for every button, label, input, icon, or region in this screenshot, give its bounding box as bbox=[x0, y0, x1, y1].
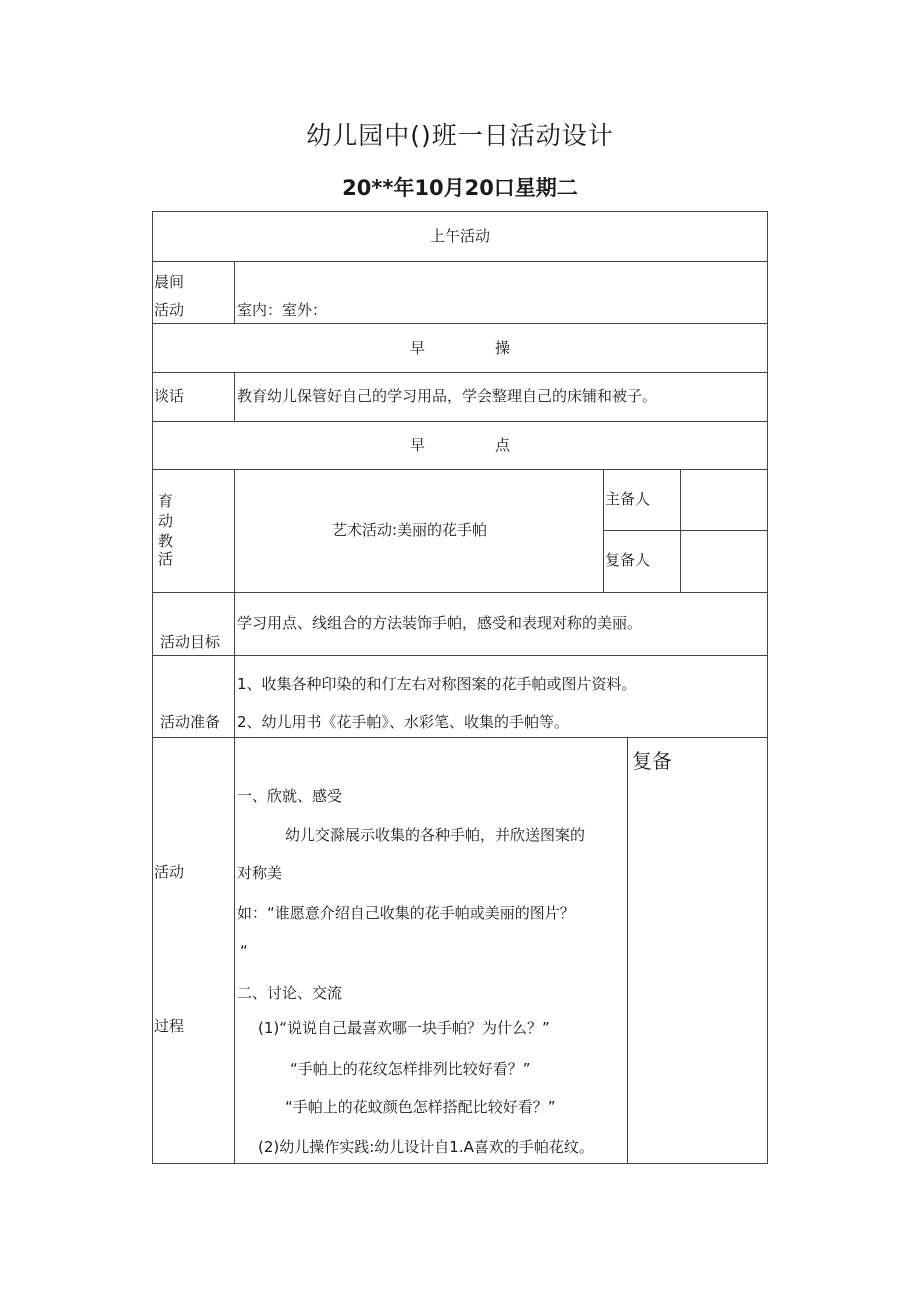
process-line: 对称美 bbox=[237, 864, 283, 882]
col-divider bbox=[767, 211, 768, 1164]
goal-label: 活动目标 bbox=[160, 633, 221, 651]
row-divider bbox=[152, 592, 768, 593]
preparation-line: 1、收集各种印染的和仃左右对称图案的花手帕或图片资料。 bbox=[237, 675, 637, 693]
morning-activity-content: 室内：室外： bbox=[237, 301, 328, 319]
education-label-char: 育 bbox=[158, 492, 174, 510]
snack-char-2: 点 bbox=[495, 436, 511, 454]
col-divider bbox=[152, 211, 153, 1164]
snack-char-1: 早 bbox=[410, 436, 426, 454]
page-title: 幼儿园中()班一日活动设计 bbox=[306, 121, 614, 150]
goal-content: 学习用点、线组合的方法装饰手帕，感受和表现对称的美丽。 bbox=[237, 614, 643, 632]
process-side-label: 复备 bbox=[632, 749, 672, 773]
col-divider bbox=[603, 469, 604, 593]
talk-label: 谈话 bbox=[154, 387, 185, 405]
row-divider bbox=[152, 211, 768, 212]
col-divider bbox=[680, 469, 681, 593]
row-divider bbox=[603, 530, 768, 531]
process-line: (1)“说说自己最喜欢哪一块手帕？为什么？” bbox=[258, 1019, 550, 1037]
process-label-2: 过程 bbox=[154, 1017, 185, 1035]
education-label-char: 教 bbox=[158, 532, 174, 550]
exercise-char-2: 操 bbox=[495, 339, 511, 357]
talk-content: 教育幼儿保管好自己的学习用品，学会整理自己的床铺和被子。 bbox=[237, 387, 658, 405]
co-preparer-label: 复备人 bbox=[605, 551, 651, 569]
row-divider bbox=[152, 421, 768, 422]
row-divider bbox=[152, 469, 768, 470]
main-preparer-label: 主备人 bbox=[605, 490, 651, 508]
col-divider bbox=[627, 737, 628, 1164]
row-divider bbox=[152, 1163, 768, 1164]
education-label-char: 活 bbox=[158, 550, 174, 568]
morning-activity-label-1: 晨间 bbox=[154, 273, 185, 291]
col-divider bbox=[234, 372, 235, 422]
row-divider bbox=[152, 261, 768, 262]
morning-header: 上午活动 bbox=[429, 227, 490, 245]
education-activity-name: 艺术活动:美丽的花手帕 bbox=[332, 521, 488, 539]
process-line: “手帕上的花蚊颜色怎样搭配比较好看？” bbox=[285, 1098, 556, 1116]
date-line: 20**年10月20口星期二 bbox=[342, 176, 578, 200]
row-divider bbox=[152, 655, 768, 656]
process-line: 一、欣就、感受 bbox=[237, 787, 343, 805]
process-line: 二、讨论、交流 bbox=[237, 984, 343, 1002]
preparation-label: 活动准备 bbox=[160, 713, 221, 731]
row-divider bbox=[152, 737, 768, 738]
education-label-char: 动 bbox=[158, 512, 174, 530]
process-line: “ bbox=[240, 942, 248, 960]
process-line: 幼儿交滁展示收集的各种手帕，并欣送图案的 bbox=[285, 826, 586, 844]
row-divider bbox=[152, 323, 768, 324]
exercise-char-1: 早 bbox=[410, 339, 426, 357]
process-line: (2)幼儿操作实践:幼儿设计自1.A喜欢的手帕花纹。 bbox=[258, 1138, 594, 1156]
process-label-1: 活动 bbox=[154, 863, 185, 881]
col-divider bbox=[234, 261, 235, 324]
col-divider bbox=[234, 469, 235, 1164]
process-line: 如：“谁愿意介绍自己收集的花手帕或美丽的图片？ bbox=[237, 904, 575, 922]
process-line: “手帕上的花纹怎样排列比较好看？” bbox=[290, 1060, 531, 1078]
morning-activity-label-2: 活动 bbox=[154, 301, 185, 319]
preparation-line: 2、幼儿用书《花手帕》、水彩笔、收集的手帕等。 bbox=[237, 713, 570, 731]
row-divider bbox=[152, 372, 768, 373]
